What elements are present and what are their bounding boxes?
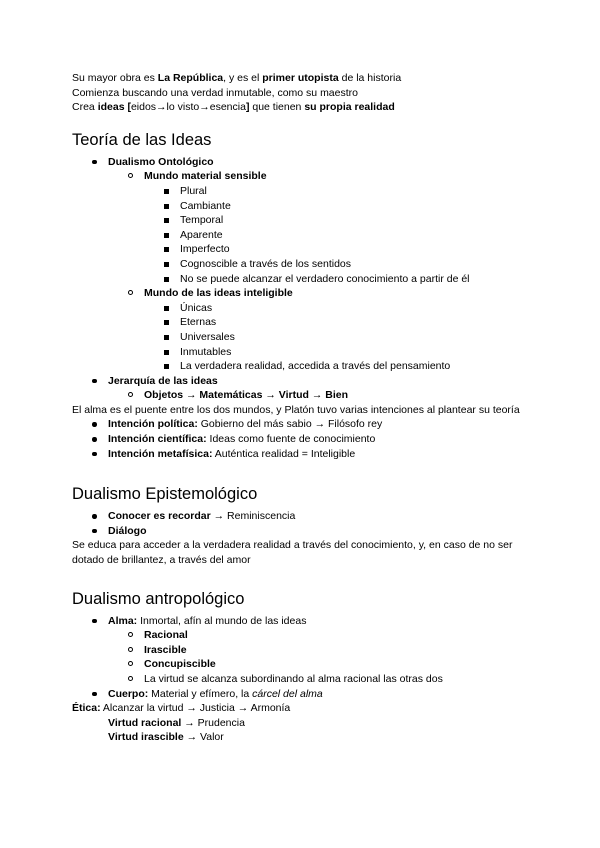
text: Imperfecto bbox=[180, 243, 230, 256]
bold-text: Intención política: bbox=[108, 418, 198, 431]
list-intenciones bbox=[72, 417, 532, 461]
intro-line-2: Comienza buscando una verdad inmutable, como su maestro bbox=[72, 86, 358, 99]
bullet-icon bbox=[92, 514, 97, 519]
etica-line bbox=[72, 701, 532, 716]
list-item bbox=[72, 374, 532, 389]
text: → Prudencia bbox=[181, 716, 245, 729]
list-item bbox=[72, 169, 532, 184]
text: , y es el bbox=[223, 72, 263, 84]
list-item bbox=[72, 199, 532, 214]
list-item bbox=[72, 614, 532, 629]
bullet-icon bbox=[92, 619, 97, 624]
text: La verdadera realidad, accedida a través del pensamiento bbox=[180, 360, 451, 373]
text: Cognoscible a través de los sentidos bbox=[180, 257, 352, 270]
heading-teoria-ideas: Teoría de las Ideas bbox=[72, 130, 212, 149]
list-item bbox=[72, 286, 532, 301]
text: Aparente bbox=[180, 228, 223, 241]
virtud-irascible-line bbox=[72, 730, 532, 745]
bullet-icon bbox=[128, 392, 133, 397]
list-item bbox=[72, 687, 532, 702]
list-item bbox=[72, 359, 532, 374]
bold-text: ] bbox=[245, 101, 250, 114]
bullet-icon bbox=[164, 204, 169, 209]
bold-text: Ética: bbox=[72, 702, 101, 715]
bold-text: Virtud racional bbox=[108, 716, 182, 729]
text: → Reminiscencia bbox=[210, 510, 296, 523]
text: Universales bbox=[180, 330, 235, 343]
bold-text: Intención metafísica: bbox=[108, 447, 213, 460]
bullet-icon bbox=[92, 692, 97, 697]
bold-text: Alma: bbox=[108, 614, 138, 627]
intro-line-1 bbox=[72, 71, 532, 86]
text: Ideas como fuente de conocimiento bbox=[206, 433, 376, 446]
bullet-icon bbox=[92, 452, 97, 457]
list-item bbox=[72, 388, 532, 403]
list-item bbox=[72, 257, 532, 272]
bullet-icon bbox=[164, 364, 169, 369]
bold-text: Irascible bbox=[144, 643, 187, 656]
bold-text: La República bbox=[157, 72, 224, 84]
list-item bbox=[72, 672, 532, 687]
bullet-icon bbox=[128, 632, 133, 637]
list-item bbox=[72, 242, 532, 257]
heading-dualismo-epistemologico: Dualismo Epistemológico bbox=[72, 485, 258, 504]
bullet-icon bbox=[164, 335, 169, 340]
list-item bbox=[72, 643, 532, 658]
bold-text: Racional bbox=[144, 629, 188, 642]
bullet-icon bbox=[128, 290, 133, 295]
bold-text: su propia realidad bbox=[304, 101, 395, 114]
text: No se puede alcanzar el verdadero conocimiento a partir de él bbox=[180, 272, 470, 285]
bold-text: Concupiscible bbox=[144, 658, 216, 671]
bullet-icon bbox=[164, 350, 169, 355]
bullet-icon bbox=[128, 661, 133, 666]
list-item bbox=[72, 628, 532, 643]
document-page bbox=[72, 71, 532, 745]
bullet-icon bbox=[164, 277, 169, 282]
bold-text: Objetos → Matemáticas → Virtud → Bien bbox=[144, 389, 349, 402]
bold-text: Diálogo bbox=[108, 524, 147, 537]
list-item bbox=[72, 301, 532, 316]
text: Auténtica realidad = Inteligible bbox=[212, 447, 356, 460]
bold-text: Mundo material sensible bbox=[144, 170, 267, 183]
bullet-icon bbox=[164, 247, 169, 252]
text: Gobierno del más sabio → Filósofo rey bbox=[197, 418, 383, 431]
text: La virtud se alcanza subordinando al alma racional las otras dos bbox=[144, 673, 443, 685]
heading-dualismo-antropologico: Dualismo antropológico bbox=[72, 589, 245, 608]
bold-text: Cuerpo: bbox=[108, 687, 149, 700]
text: de la historia bbox=[338, 72, 402, 84]
list-item bbox=[72, 155, 532, 170]
bullet-icon bbox=[164, 306, 169, 311]
bold-text: primer utopista bbox=[262, 72, 339, 84]
virtud-racional-line bbox=[72, 716, 532, 731]
bold-text: Dualismo Ontológico bbox=[108, 155, 214, 168]
list-item bbox=[72, 228, 532, 243]
list-item bbox=[72, 657, 532, 672]
text: Alcanzar la virtud → Justicia → Armonía bbox=[100, 702, 291, 715]
bullet-icon bbox=[128, 676, 133, 681]
paragraph-educacion: Se educa para acceder a la verdadera realidad a través del conocimiento, y, en caso de no ser dotado de brillantez, a través del amor bbox=[72, 539, 513, 567]
bullet-icon bbox=[92, 529, 97, 534]
text: Eternas bbox=[180, 316, 217, 329]
text: Su mayor obra es bbox=[72, 72, 158, 84]
list-item bbox=[72, 345, 532, 360]
italic-text: cárcel del alma bbox=[252, 687, 323, 700]
list-item bbox=[72, 524, 532, 539]
bullet-icon bbox=[128, 173, 133, 178]
bullet-icon bbox=[164, 233, 169, 238]
list-item bbox=[72, 432, 532, 447]
text: Únicas bbox=[180, 301, 213, 314]
list-teoria bbox=[72, 155, 532, 403]
list-item bbox=[72, 509, 532, 524]
list-item bbox=[72, 447, 532, 462]
bullet-icon bbox=[164, 218, 169, 223]
text: que tienen bbox=[249, 101, 305, 114]
list-item bbox=[72, 184, 532, 199]
list-item bbox=[72, 417, 532, 432]
bullet-icon bbox=[164, 189, 169, 194]
text: Material y efímero, la bbox=[148, 687, 253, 700]
bullet-icon bbox=[164, 262, 169, 267]
list-item bbox=[72, 330, 532, 345]
bold-text: Jerarquía de las ideas bbox=[108, 374, 218, 387]
text: Crea bbox=[72, 101, 98, 114]
bullet-icon bbox=[164, 320, 169, 325]
list-item bbox=[72, 315, 532, 330]
bold-text: Intención científica: bbox=[108, 433, 207, 446]
text: Temporal bbox=[180, 214, 224, 227]
list-item bbox=[72, 213, 532, 228]
bullet-icon bbox=[92, 422, 97, 427]
bold-text: Virtud irascible bbox=[108, 731, 184, 744]
bold-text: Conocer es recordar bbox=[108, 510, 211, 523]
text: Inmutables bbox=[180, 345, 232, 358]
bullet-icon bbox=[92, 437, 97, 442]
bullet-icon bbox=[128, 647, 133, 652]
text: Plural bbox=[180, 184, 207, 197]
bullet-icon bbox=[92, 379, 97, 384]
bold-text: ideas [ bbox=[97, 101, 131, 114]
text: → Valor bbox=[183, 731, 224, 744]
list-item bbox=[72, 272, 532, 287]
intro-line-3 bbox=[72, 100, 532, 115]
list-epistemologico bbox=[72, 509, 532, 538]
list-antropologico bbox=[72, 614, 532, 702]
paragraph-alma-puente: El alma es el puente entre los dos mundos, y Platón tuvo varias intenciones al plantear su teoría bbox=[72, 403, 520, 416]
bullet-icon bbox=[92, 160, 97, 165]
text: Cambiante bbox=[180, 199, 231, 212]
bold-text: Mundo de las ideas inteligible bbox=[144, 287, 293, 300]
text: eidos→lo visto→esencia bbox=[130, 101, 246, 114]
text: Inmortal, afín al mundo de las ideas bbox=[137, 614, 307, 627]
